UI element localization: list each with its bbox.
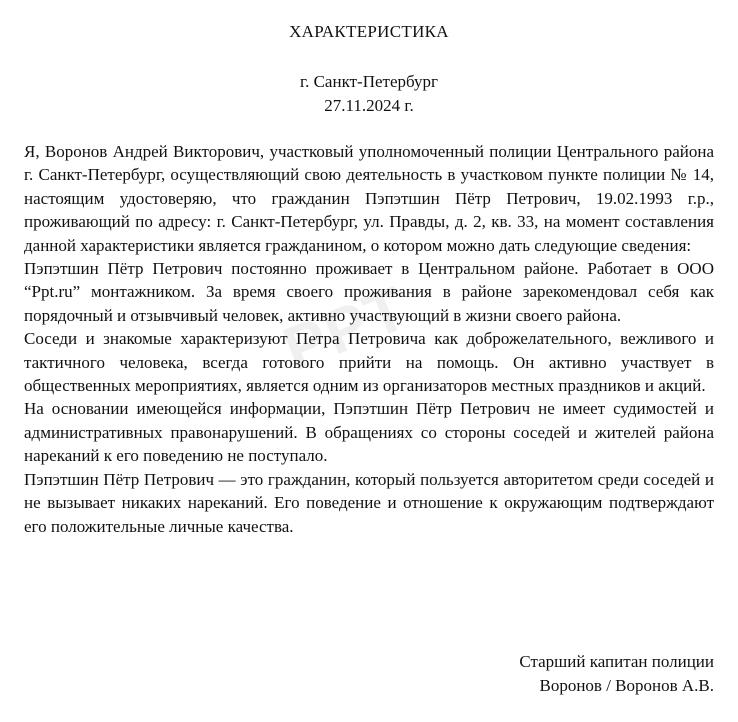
paragraph-5: Пэпэтшин Пётр Петрович — это гражданин, который пользуется авторитетом среди соседей и не вызывает никаких нареканий. Его поведение и отношение к окружающим подтверждают его положительные личные качества. [24,469,714,536]
watermark-text: PPT [274,273,418,385]
paragraph-4: На основании имеющейся информации, Пэпэтшин Пётр Петрович не имеет судимостей и административных правонарушений. В обращениях со стороны соседей и жителей района нареканий к его поведению не поступало. [24,399,714,466]
paragraph-1: Я, Воронов Андрей Викторович, участковый уполномоченный полиции Центрального района г. Санкт-Петербург, осуществляющий свою деятельность в участковом пункте полиции № 14, настоящим удостоверяю, что гражданин Пэпэтшин Пётр Петрович, 19.02.1993 г.р., проживающий по адресу: г. Санкт-Петербург, ул. Правды, д. 2, кв. 33, на момент составления данной характеристики является гражданином, о котором можно дать следующие сведения: [24,142,714,255]
signature-name-line: Воронов / Воронов А.В. [539,676,714,695]
signature-position: Старший капитан полиции [519,652,714,671]
document-body [24,140,714,538]
document-date: 27.11.2024 г. [324,96,414,115]
paragraph-2: Пэпэтшин Пётр Петрович постоянно проживает в Центральном районе. Работает в ООО “Ppt.ru” монтажником. За время своего проживания в районе зарекомендовал себя как порядочный и отзывчивый человек, активно участвующий в жизни своего района. [24,259,714,325]
document-city: г. Санкт-Петербург [300,72,438,91]
paragraph-3: Соседи и знакомые характеризуют Петра Петровича как доброжелательного, вежливого и тактичного человека, всегда готового прийти на помощь. Он активно участвует в общественных мероприятиях, является одним из организаторов местных праздников и акций. [24,329,714,396]
document-title: ХАРАКТЕРИСТИКА [289,22,449,41]
signature-block [394,650,714,698]
